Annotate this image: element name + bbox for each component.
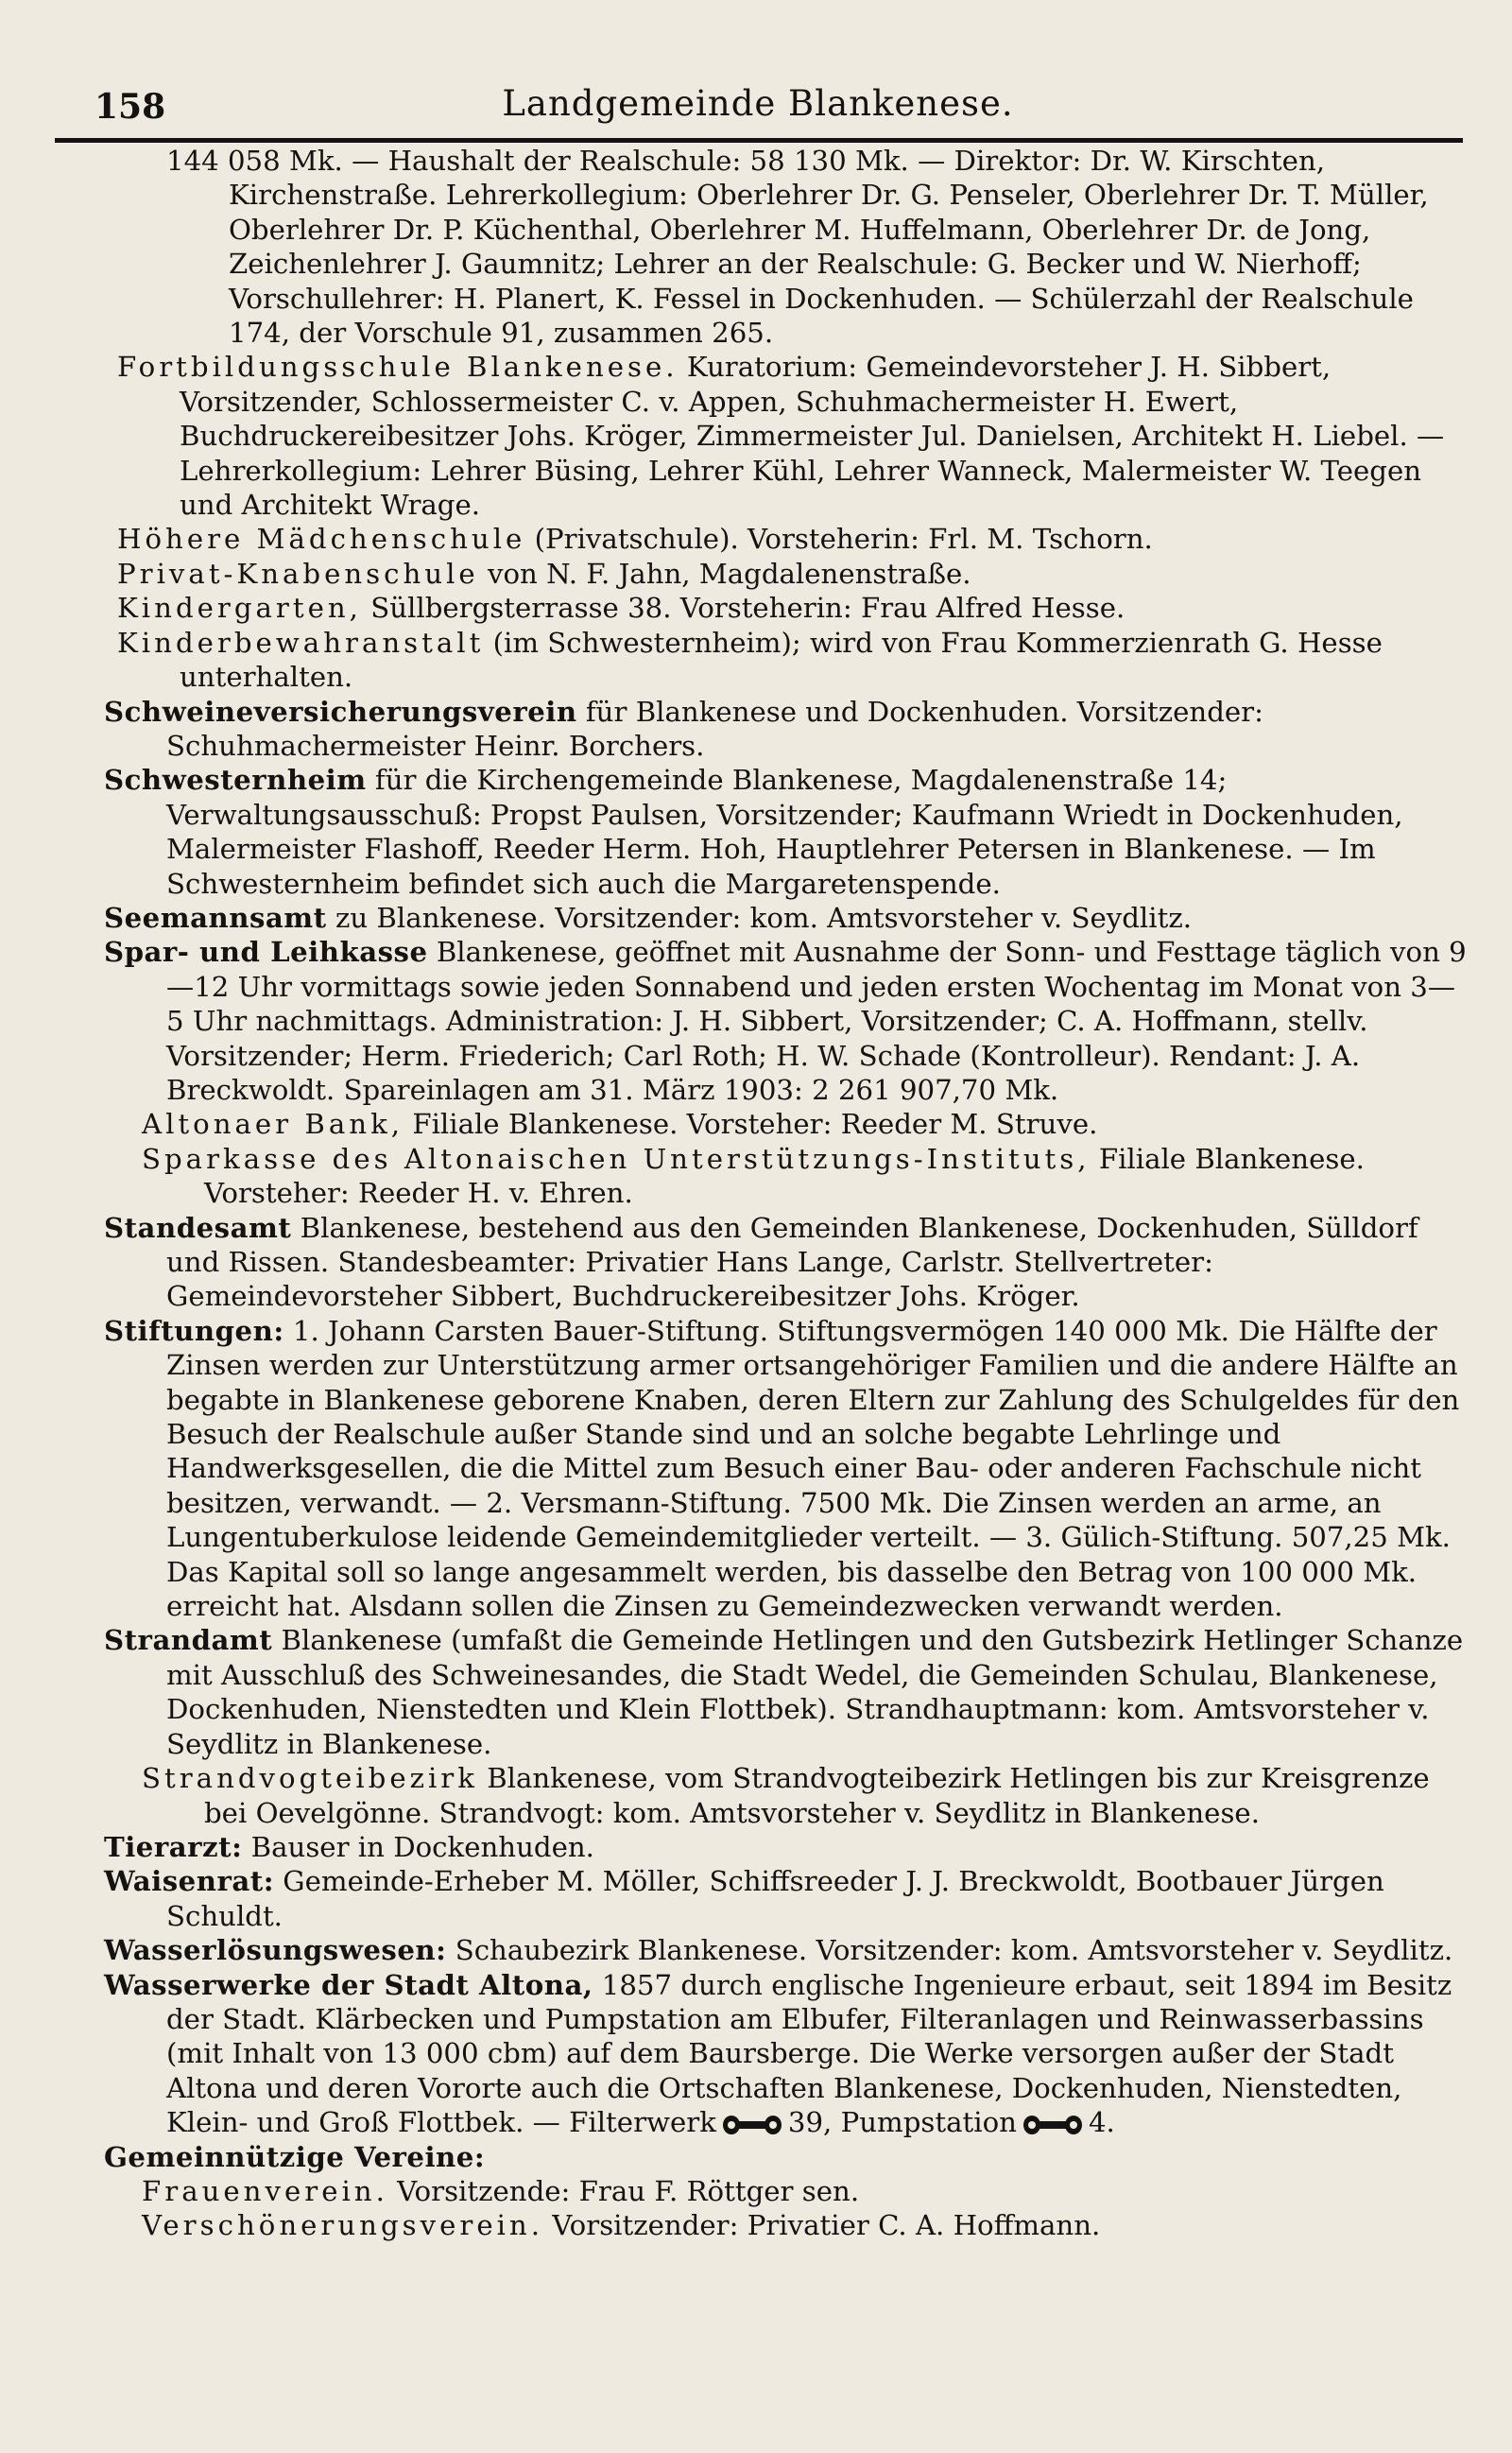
realschule-continuation: 144 058 Mk. — Haushalt der Realschule: 58 130 Mk. — Direktor: Dr. W. Kirschten, Kirchenstraße. Lehrerkollegium: Oberlehrer Dr. G. Penseler, Oberlehrer Dr. T. Müller, Oberlehrer Dr. P. Küchenthal, Oberlehrer M. Huffelmann, Oberlehrer Dr. de Jong, Zeichenlehrer J. Gaumnitz; Lehrer an der Realschule: G. Becker und W. Nierhoff; Vorschullehrer: H. Planert, K. Fessel in Dockenhuden. — Schülerzahl der Realschule 174, der Vorschule 91, zusammen 265. [166, 145, 1429, 350]
entry-wasserloesungswesen: Wasserlösungswesen: Schaubezirk Blankenese. Vorsitzender: kom. Amtsvorsteher v. Seydlitz. [104, 1934, 1453, 1967]
entry-term: Kindergarten, [117, 592, 362, 625]
entry-term: Standesamt [104, 1211, 292, 1244]
entry-strandvogteibezirk: Strandvogteibezirk Blankenese, vom Strandvogteibezirk Hetlingen bis zur Kreisgrenze bei Oevelgönne. Strandvogt: kom. Amtsvorsteher v. Seydlitz in Blankenese. [142, 1762, 1430, 1829]
entry-term: Altonaer Bank, [142, 1108, 404, 1141]
entry-strandamt: Strandamt Blankenese (umfaßt die Gemeinde Hetlingen und den Gutsbezirk Hetlinger Schanze mit Ausschluß des Schweinesandes, die Stadt Wedel, die Gemeinden Schulau, Blankenese, Dockenhuden, Nienstedten und Klein Flottbek). Strandhauptmann: kom. Amtsvorsteher v. Seydlitz in Blankenese. [104, 1624, 1464, 1760]
entry-standesamt: Standesamt Blankenese, bestehend aus den Gemeinden Blankenese, Dockenhuden, Sülldorf und Rissen. Standesbeamter: Privatier Hans Lange, Carlstr. Stellvertreter: Gemeindevorsteher Sibbert, Buchdruckereibesitzer Johs. Kröger. [104, 1211, 1418, 1313]
entry-term: Verschönerungsverein. [142, 2209, 543, 2242]
entry-term: Stiftungen: [104, 1314, 284, 1347]
entry-term: Waisenrat: [104, 1865, 275, 1898]
entry-spar-und-leihkasse: Spar- und Leihkasse Blankenese, geöffnet mit Ausnahme der Sonn- und Festtage täglich von 9—12 Uhr vormittags sowie jeden Sonnabend und jeden ersten Wochentag im Monat von 3—5 Uhr nachmittags. Administration: J. H. Sibbert, Vorsitzender; C. A. Hoffmann, stellv. Vorsitzender; Herm. Friederich; Carl Roth; H. W. Schade (Kontrolleur). Rendant: J. A. Breckwoldt. Spareinlagen am 31. März 1903: 2 261 907,70 Mk. [104, 936, 1467, 1106]
entry-term: Frauenverein. [142, 2174, 388, 2207]
entry-term: Wasserlösungswesen: [104, 1934, 447, 1967]
header-rule [55, 138, 1463, 143]
running-title: Landgemeinde Blankenese. [502, 83, 1014, 124]
entry-schweineversicherungsverein: Schweineversicherungsverein für Blankenese und Dockenhuden. Vorsitzender: Schuhmachermeister Heinr. Borchers. [104, 695, 1263, 762]
telephone-icon [722, 2113, 782, 2137]
entry-term: Höhere Mädchenschule [117, 523, 526, 556]
entry-term: Strandamt [104, 1624, 273, 1657]
page-body [104, 144, 1469, 2243]
entry-schwesternheim: Schwesternheim für die Kirchengemeinde Blankenese, Magdalenenstraße 14; Verwaltungsausschuß: Propst Paulsen, Vorsitzender; Kaufmann Wriedt in Dockenhuden, Malermeister Flashoff, Reeder Herm. Hoh, Hauptlehrer Petersen in Blankenese. — Im Schwesternheim befindet sich auch die Margaretenspende. [104, 764, 1403, 900]
entry-fortbildungsschule: Fortbildungsschule Blankenese. Kuratorium: Gemeindevorsteher J. H. Sibbert, Vorsitzender, Schlossermeister C. v. Appen, Schuhmachermeister H. Ewert, Buchdruckereibesitzer Johs. Kröger, Zimmermeister Jul. Danielsen, Architekt H. Liebel. — Lehrerkollegium: Lehrer Büsing, Lehrer Kühl, Lehrer Wanneck, Malermeister W. Teegen und Architekt Wrage. [117, 351, 1445, 522]
page-header [59, 74, 1457, 127]
entry-term: Privat-Knabenschule [117, 557, 479, 590]
entry-stiftungen: Stiftungen: 1. Johann Carsten Bauer-Stiftung. Stiftungsvermögen 140 000 Mk. Die Hälfte der Zinsen werden zur Unterstützung armer ortsangehöriger Familien und die andere Hälfte an begabte in Blankenese geborene Knaben, deren Eltern zur Zahlung des Schulgeldes für den Besuch der Realschule außer Stande sind und an solche begabte Lehrlinge und Handwerksgesellen, die die Mittel zum Besuch einer Bau- oder anderen Fachschule nicht besitzen, verwandt. — 2. Versmann-Stiftung. 7500 Mk. Die Zinsen werden an arme, an Lungentuberkulose leidende Gemeindemitglieder verteilt. — 3. Gülich-Stiftung. 507,25 Mk. Das Kapital soll so lange angesammelt werden, bis dasselbe den Betrag von 100 000 Mk. erreicht hat. Alsdann sollen die Zinsen zu Gemeindezwecken verwandt werden. [104, 1314, 1460, 1623]
entry-verschoenerungsverein: Verschönerungsverein. Vorsitzender: Privatier C. A. Hoffmann. [142, 2209, 1101, 2242]
entry-tierarzt: Tierarzt: Bauser in Dockenhuden. [104, 1830, 594, 1863]
entry-altonaer-bank: Altonaer Bank, Filiale Blankenese. Vorsteher: Reeder M. Struve. [142, 1108, 1098, 1141]
entry-term: Wasserwerke der Stadt Altona, [104, 1968, 593, 2001]
entry-term: Strandvogteibezirk [142, 1762, 478, 1795]
entry-kindergarten: Kindergarten, Süllbergsterrasse 38. Vorsteherin: Frau Alfred Hesse. [117, 592, 1125, 625]
entry-term: Gemeinnützige Vereine: [104, 2140, 486, 2173]
entry-term: Fortbildungsschule Blankenese. [117, 351, 679, 384]
entry-term: Kinderbewahranstalt [117, 626, 485, 659]
entry-seemannsamt: Seemannsamt zu Blankenese. Vorsitzender: kom. Amtsvorsteher v. Seydlitz. [104, 901, 1192, 934]
entry-term: Sparkasse des Altonaischen Unterstützungs-Instituts, [142, 1142, 1091, 1175]
entry-term: Spar- und Leihkasse [104, 936, 428, 969]
entry-hoehere-maedchenschule: Höhere Mädchenschule (Privatschule). Vorsteherin: Frl. M. Tschorn. [117, 523, 1153, 556]
entry-sparkasse-altonaisch: Sparkasse des Altonaischen Unterstützungs-Instituts, Filiale Blankenese. Vorsteher: Reeder H. v. Ehren. [142, 1142, 1365, 1210]
entry-frauenverein: Frauenverein. Vorsitzende: Frau F. Röttger sen. [142, 2174, 860, 2207]
entry-term: Schwesternheim [104, 764, 367, 797]
page-number: 158 [94, 87, 166, 127]
entry-kinderbewahranstalt: Kinderbewahranstalt (im Schwesternheim); wird von Frau Kommerzienrath G. Hesse unterhalten. [117, 626, 1383, 694]
entry-privat-knabenschule: Privat-Knabenschule von N. F. Jahn, Magdalenenstraße. [117, 557, 971, 590]
section-heading-gemeinnuetzige-vereine [104, 2140, 1469, 2174]
entry-term: Schweineversicherungsverein [104, 695, 577, 728]
entry-waisenrat: Waisenrat: Gemeinde-Erheber M. Möller, Schiffsreeder J. J. Breckwoldt, Bootbauer Jürgen Schuldt. [104, 1865, 1384, 1932]
telephone-icon [1022, 2113, 1083, 2137]
entry-term: Seemannsamt [104, 901, 327, 934]
entry-term: Tierarzt: [104, 1830, 243, 1863]
entry-wasserwerke: Wasserwerke der Stadt Altona, 1857 durch englische Ingenieure erbaut, seit 1894 im Besitz der Stadt. Klärbecken und Pumpstation am Elbufer, Filteranlagen und Reinwasserbassins (mit Inhalt von 13 000 cbm) auf dem Baursberge. Die Werke versorgen außer der Stadt Altona und deren Vororte auch die Ortschaften Blankenese, Dockenhuden, Nienstedten, Klein- und Groß Flottbek. — Filterwerk 39, Pumpstation 4. [104, 1968, 1452, 2139]
